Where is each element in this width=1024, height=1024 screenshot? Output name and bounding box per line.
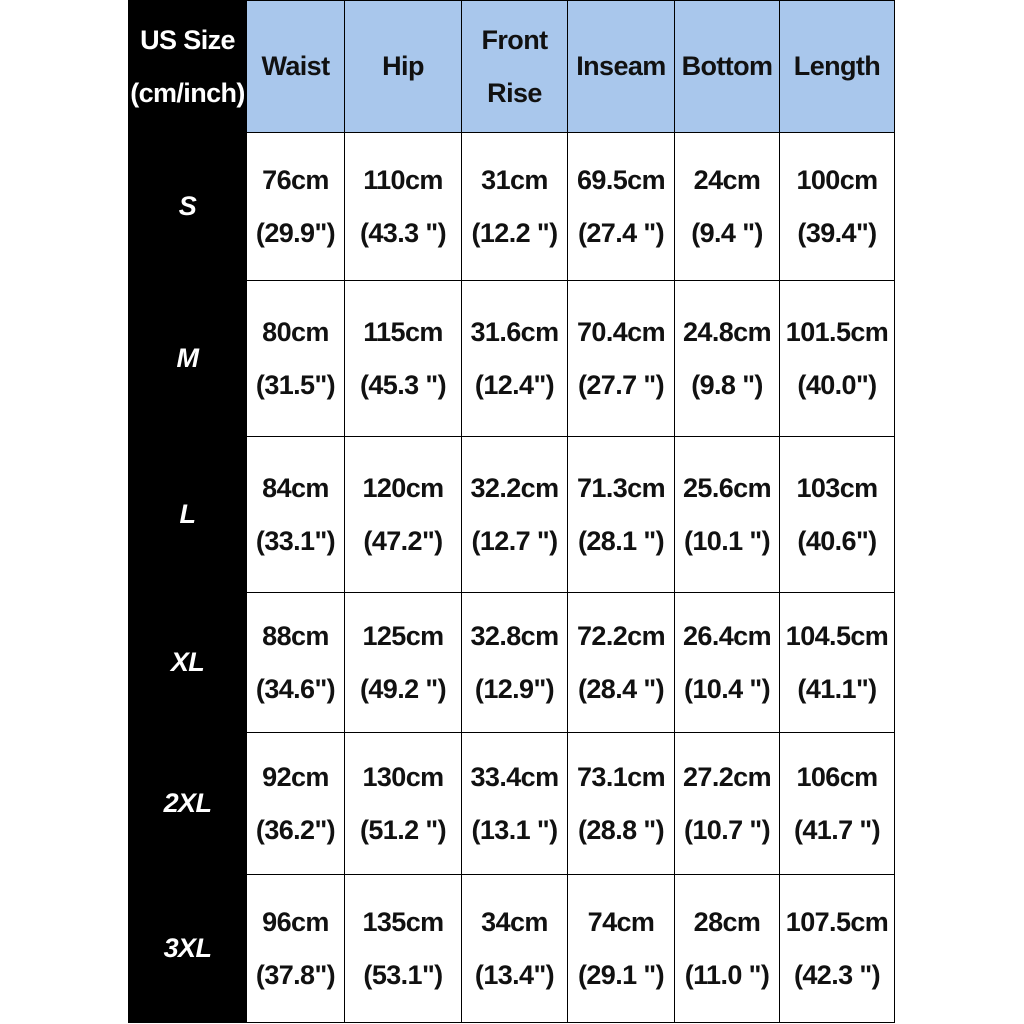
inch-value: (36.2")	[255, 814, 336, 845]
measurement-cell	[462, 733, 568, 875]
header-label: Inseam	[576, 51, 666, 82]
inch-value: (9.4 ")	[691, 217, 763, 248]
table-row	[129, 133, 895, 281]
measurement-cell	[462, 281, 568, 437]
header-hip	[345, 1, 462, 133]
inch-value: (12.2 ")	[471, 217, 558, 248]
measurement-cell	[462, 437, 568, 593]
cm-value: 103cm	[796, 472, 878, 503]
header-length	[780, 1, 895, 133]
cm-value: 110cm	[363, 164, 443, 195]
cm-value: 27.2cm	[683, 761, 771, 792]
inch-value: (31.5")	[255, 369, 336, 400]
cm-value: 101.5cm	[785, 316, 889, 347]
header-label: Waist	[261, 51, 330, 82]
table-row	[129, 281, 895, 437]
header-label: Front	[481, 24, 548, 55]
cm-value: 135cm	[362, 906, 444, 937]
table-row	[129, 875, 895, 1023]
header-label: Bottom	[681, 51, 773, 82]
measurement-cell	[780, 437, 895, 593]
size-label: S	[129, 133, 247, 281]
inch-value: (28.1 ")	[577, 525, 665, 556]
cm-value: 73.1cm	[577, 761, 665, 792]
measurement-cell	[247, 875, 345, 1023]
cm-value: 24.8cm	[683, 316, 771, 347]
inch-value: (41.1")	[797, 673, 877, 704]
measurement-cell	[345, 733, 462, 875]
size-chart	[128, 0, 894, 1022]
header-label-2: Rise	[487, 77, 542, 108]
inch-value: (11.0 ")	[684, 959, 770, 990]
cm-value: 115cm	[363, 316, 443, 347]
cm-value: 32.8cm	[470, 620, 559, 651]
cm-value: 28cm	[693, 906, 761, 937]
measurement-cell	[247, 593, 345, 733]
cm-value: 72.2cm	[577, 620, 665, 651]
cm-value: 130cm	[362, 761, 444, 792]
corner-line-1: US Size	[140, 24, 235, 55]
cm-value: 69.5cm	[577, 164, 665, 195]
measurement-cell	[568, 875, 675, 1023]
cm-value: 34cm	[481, 906, 548, 937]
measurement-cell	[247, 733, 345, 875]
cm-value: 120cm	[362, 472, 444, 503]
measurement-cell	[780, 733, 895, 875]
cm-value: 26.4cm	[683, 620, 771, 651]
measurement-cell	[345, 875, 462, 1023]
cm-value: 24cm	[693, 164, 761, 195]
measurement-cell	[462, 593, 568, 733]
inch-value: (12.4")	[474, 369, 555, 400]
inch-value: (53.1")	[363, 959, 443, 990]
header-inseam	[568, 1, 675, 133]
cm-value: 96cm	[262, 906, 329, 937]
cm-value: 84cm	[262, 472, 329, 503]
inch-value: (12.7 ")	[471, 525, 558, 556]
measurement-cell	[345, 133, 462, 281]
inch-value: (27.4 ")	[577, 217, 665, 248]
inch-value: (34.6")	[255, 673, 336, 704]
measurement-cell	[568, 593, 675, 733]
cm-value: 104.5cm	[785, 620, 889, 651]
cm-value: 92cm	[262, 761, 329, 792]
cm-value: 106cm	[796, 761, 878, 792]
cm-value: 70.4cm	[577, 316, 665, 347]
inch-value: (28.4 ")	[577, 673, 665, 704]
table-body	[129, 133, 895, 1023]
measurement-cell	[462, 133, 568, 281]
measurement-cell	[780, 875, 895, 1023]
measurement-cell	[675, 133, 780, 281]
measurement-cell	[568, 281, 675, 437]
size-unit-header	[129, 1, 247, 133]
measurement-cell	[780, 133, 895, 281]
measurement-cell	[675, 593, 780, 733]
cm-value: 76cm	[262, 164, 329, 195]
measurement-cell	[675, 437, 780, 593]
table-row	[129, 593, 895, 733]
size-label: 2XL	[129, 733, 247, 875]
measurement-cell	[247, 281, 345, 437]
table-row	[129, 733, 895, 875]
cm-value: 71.3cm	[577, 472, 665, 503]
header-waist	[247, 1, 345, 133]
header-label: Length	[793, 51, 881, 82]
cm-value: 74cm	[587, 906, 655, 937]
inch-value: (49.2 ")	[359, 673, 447, 704]
header-row	[129, 1, 895, 133]
inch-value: (43.3 ")	[359, 217, 447, 248]
inch-value: (39.4")	[797, 217, 877, 248]
header-bottom	[675, 1, 780, 133]
cm-value: 100cm	[796, 164, 878, 195]
measurement-cell	[247, 437, 345, 593]
inch-value: (40.0")	[797, 369, 877, 400]
size-label: M	[129, 281, 247, 437]
measurement-cell	[247, 133, 345, 281]
inch-value: (29.9")	[255, 217, 336, 248]
measurement-cell	[345, 437, 462, 593]
measurement-cell	[675, 875, 780, 1023]
inch-value: (27.7 ")	[577, 369, 665, 400]
inch-value: (9.8 ")	[691, 369, 763, 400]
inch-value: (51.2 ")	[359, 814, 447, 845]
cm-value: 32.2cm	[470, 472, 559, 503]
measurement-cell	[568, 733, 675, 875]
header-front-rise	[462, 1, 568, 133]
measurement-cell	[462, 875, 568, 1023]
inch-value: (45.3 ")	[359, 369, 447, 400]
cm-value: 31.6cm	[470, 316, 559, 347]
header-label: Hip	[382, 51, 424, 82]
inch-value: (37.8")	[255, 959, 336, 990]
inch-value: (33.1")	[255, 525, 336, 556]
measurement-cell	[345, 593, 462, 733]
inch-value: (12.9")	[474, 673, 555, 704]
size-label: 3XL	[129, 875, 247, 1023]
cm-value: 88cm	[262, 620, 329, 651]
inch-value: (10.4 ")	[683, 673, 771, 704]
cm-value: 80cm	[262, 316, 329, 347]
inch-value: (28.8 ")	[577, 814, 665, 845]
inch-value: (40.6")	[797, 525, 877, 556]
inch-value: (41.7 ")	[793, 814, 881, 845]
corner-line-2: (cm/inch)	[130, 77, 245, 108]
inch-value: (10.7 ")	[683, 814, 771, 845]
cm-value: 31cm	[481, 164, 548, 195]
cm-value: 107.5cm	[785, 906, 889, 937]
measurement-cell	[568, 133, 675, 281]
inch-value: (29.1 ")	[577, 959, 665, 990]
inch-value: (13.1 ")	[471, 814, 558, 845]
measurement-cell	[675, 733, 780, 875]
cm-value: 33.4cm	[470, 761, 559, 792]
measurement-cell	[780, 281, 895, 437]
size-label: XL	[129, 593, 247, 733]
inch-value: (10.1 ")	[683, 525, 771, 556]
size-label: L	[129, 437, 247, 593]
measurement-cell	[568, 437, 675, 593]
inch-value: (47.2")	[363, 525, 443, 556]
measurement-cell	[675, 281, 780, 437]
cm-value: 125cm	[362, 620, 444, 651]
inch-value: (42.3 ")	[793, 959, 881, 990]
size-table	[128, 0, 895, 1023]
measurement-cell	[345, 281, 462, 437]
measurement-cell	[780, 593, 895, 733]
inch-value: (13.4")	[474, 959, 555, 990]
table-row	[129, 437, 895, 593]
cm-value: 25.6cm	[683, 472, 771, 503]
